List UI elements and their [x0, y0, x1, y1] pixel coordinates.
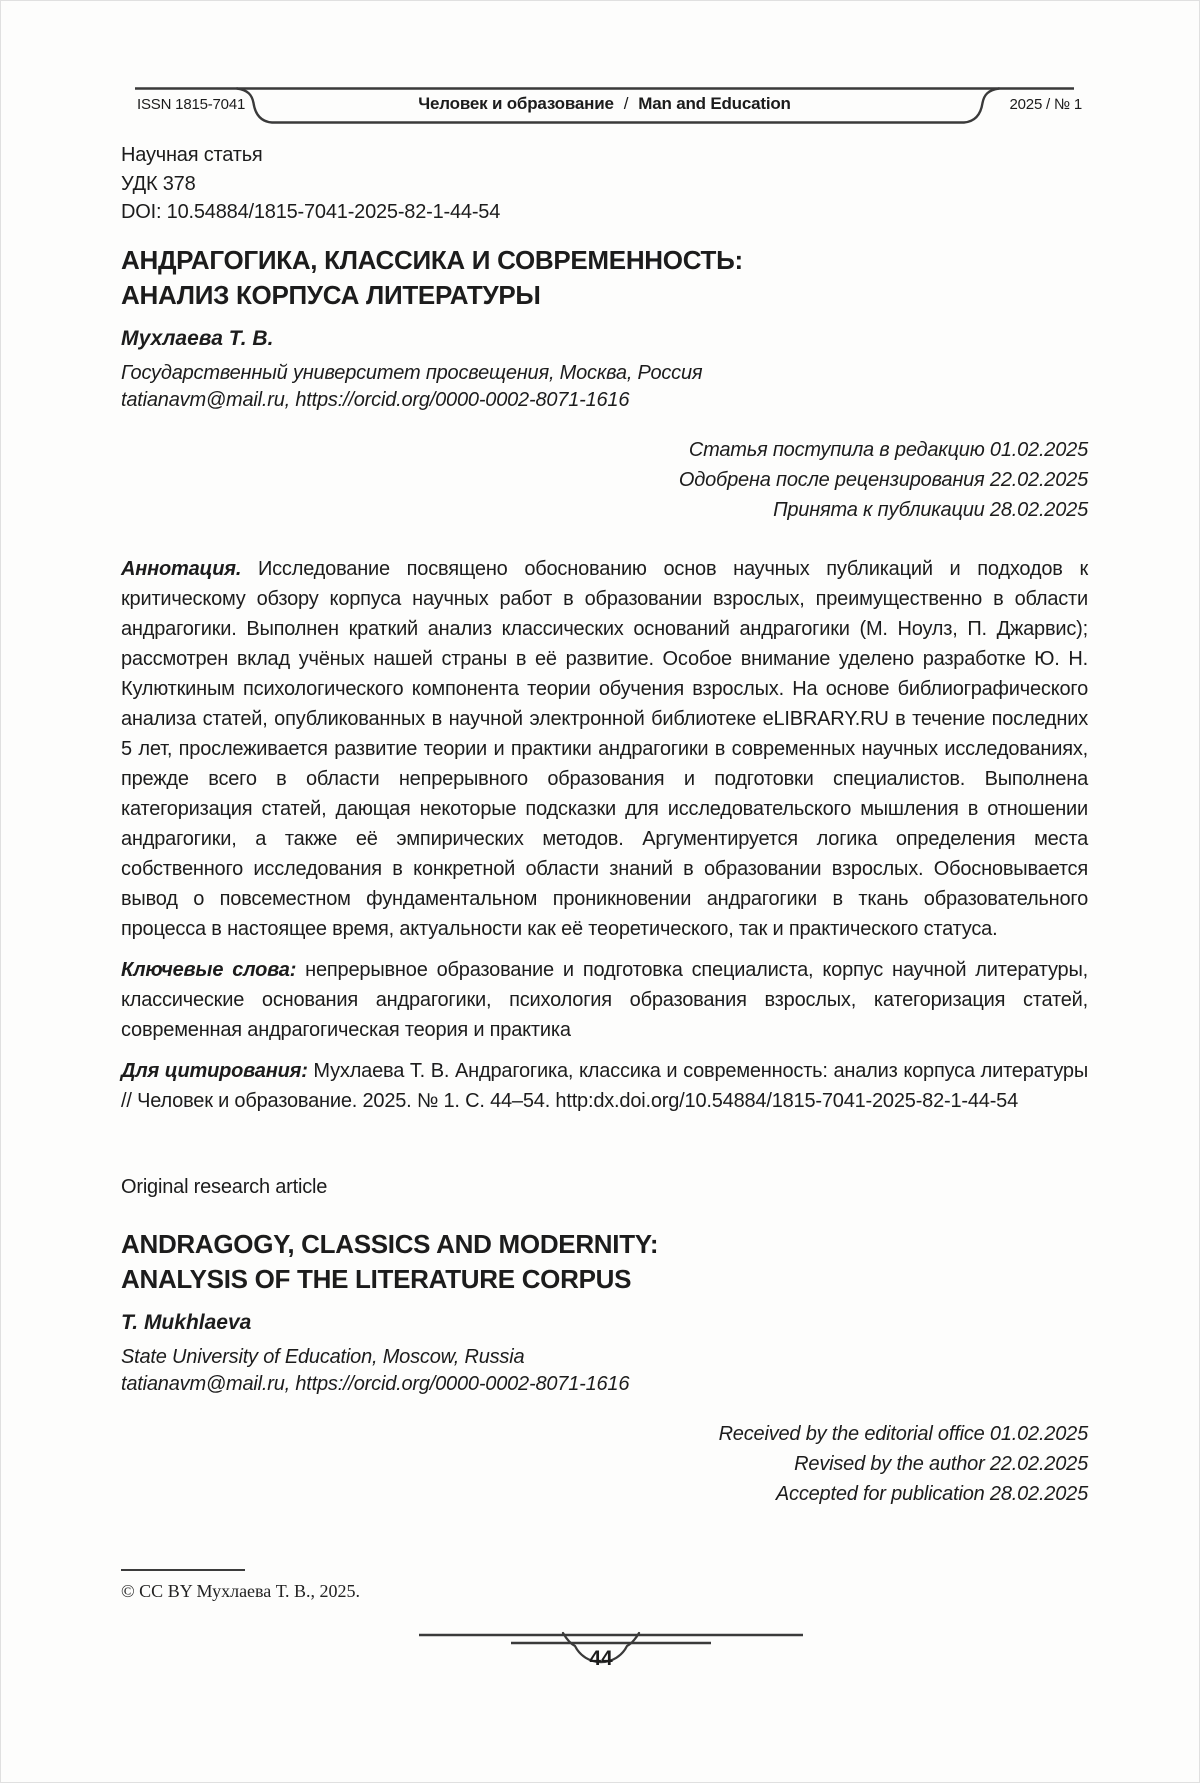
- accepted-date-ru: Принята к публикации 28.02.2025: [773, 498, 1088, 521]
- article-title-en: [121, 1227, 1088, 1297]
- keywords-label: Ключевые слова:: [121, 958, 297, 981]
- keywords-paragraph: [121, 955, 1088, 1045]
- affiliation-ru-block: [121, 360, 1088, 415]
- copyright-footnote: [121, 1569, 721, 1602]
- article-type-ru: Научная статья: [121, 144, 263, 166]
- revised-date-en: Revised by the author 22.02.2025: [794, 1452, 1088, 1475]
- journal-title-en: Man and Education: [638, 94, 791, 113]
- author-contacts-en: tatianavm@mail.ru, https://orcid.org/0000-0002-8071-1616: [121, 1373, 630, 1395]
- article-title-en-line2: ANALYSIS OF THE LITERATURE CORPUS: [121, 1263, 632, 1294]
- copyright-text: © CC BY Мухлаева Т. В., 2025.: [121, 1581, 360, 1601]
- article-meta: [121, 141, 1088, 227]
- udc-code: УДК 378: [121, 172, 196, 195]
- article-history-en: [121, 1419, 1088, 1509]
- doi-line: DOI: 10.54884/1815-7041-2025-82-1-44-54: [121, 201, 501, 223]
- journal-issue: 2025 / № 1: [1009, 96, 1082, 113]
- article-title-en-line1: ANDRAGOGY, CLASSICS AND MODERNITY:: [121, 1228, 659, 1259]
- footnote-rule: [121, 1569, 245, 1571]
- page-number: 44: [589, 1647, 613, 1670]
- article-history-ru: [121, 435, 1088, 525]
- citation-text: Мухлаева Т. В. Андрагогика, классика и современность: анализ корпуса литературы // Человек и образование. 2025. № 1. С. 44–54. http:dx.doi.org/10.54884/1815-7041-2025-82-1-44-54: [121, 1059, 1088, 1112]
- article-type-en: Original research article: [121, 1175, 328, 1198]
- journal-title-divider: /: [623, 94, 629, 113]
- page-content: [121, 1, 1088, 1509]
- page-footer: [1, 1625, 1200, 1689]
- author-ru: Мухлаева Т. В.: [121, 326, 274, 350]
- author-contacts-ru: tatianavm@mail.ru, https://orcid.org/0000-0002-8071-1616: [121, 389, 630, 411]
- running-head: [121, 83, 1088, 127]
- revised-date-ru: Одобрена после рецензирования 22.02.2025: [678, 468, 1088, 491]
- citation-paragraph: [121, 1056, 1088, 1116]
- affiliation-ru: Государственный университет просвещения, Москва, Россия: [121, 361, 703, 384]
- abstract-paragraph: [121, 554, 1088, 944]
- article-title-ru-line1: АНДРАГОГИКА, КЛАССИКА И СОВРЕМЕННОСТЬ:: [121, 244, 743, 275]
- abstract-label: Аннотация.: [121, 557, 242, 580]
- journal-issn: ISSN 1815-7041: [137, 96, 246, 113]
- affiliation-en: State University of Education, Moscow, Russia: [121, 1345, 525, 1368]
- journal-title-ru: Человек и образование: [418, 94, 614, 113]
- article-title-ru: [121, 243, 1088, 313]
- article-title-ru-line2: АНАЛИЗ КОРПУСА ЛИТЕРАТУРЫ: [121, 279, 541, 310]
- affiliation-en-block: [121, 1344, 1088, 1399]
- abstract-text: Исследование посвящено обоснованию основ научных публикаций и подходов к критическому обзору корпуса научных работ в образовании взрослых, преимущественно в области андрагогики. Выполнен краткий анализ классических оснований андрагогики (М. Ноулз, П. Джарвис); рассмотрен вклад учёных нашей страны в её развитие. Особое внимание уделено разработке Ю. Н. Кулюткиным психологического компонента теории обучения взрослых. На основе библиографического анализа статей, опубликованных в научной электронной библиотеке eLIBRARY.RU в течение последних 5 лет, прослеживается развитие теории и практики андрагогики в современных научных исследованиях, прежде всего в области непрерывного образования и подготовки специалистов. Выполнена категоризация статей, дающая некоторые подсказки для исследовательского мышления в отношении андрагогики, а также её эмпирических методов. Аргументируется логика определения места собственного исследования в конкретной области знаний в образовании взрослых. Обосновывается вывод о повсеместном фундаментальном проникновении андрагогики в ткань образовательного процесса в настоящее время, актуальности как её теоретического, так и практического статуса.: [121, 557, 1089, 940]
- accepted-date-en: Accepted for publication 28.02.2025: [775, 1482, 1088, 1505]
- journal-title: [121, 94, 1088, 114]
- citation-label: Для цитирования:: [121, 1059, 308, 1082]
- footer-rule-ornament: [1, 1625, 1200, 1689]
- keywords-text: непрерывное образование и подготовка специалиста, корпус научной литературы, классические основания андрагогики, психология образования взрослых, категоризация статей, современная андрагогическая теория и практика: [121, 958, 1089, 1041]
- author-en: T. Mukhlaeva: [121, 1310, 252, 1334]
- received-date-ru: Статья поступила в редакцию 01.02.2025: [688, 438, 1088, 461]
- received-date-en: Received by the editorial office 01.02.2025: [718, 1422, 1088, 1445]
